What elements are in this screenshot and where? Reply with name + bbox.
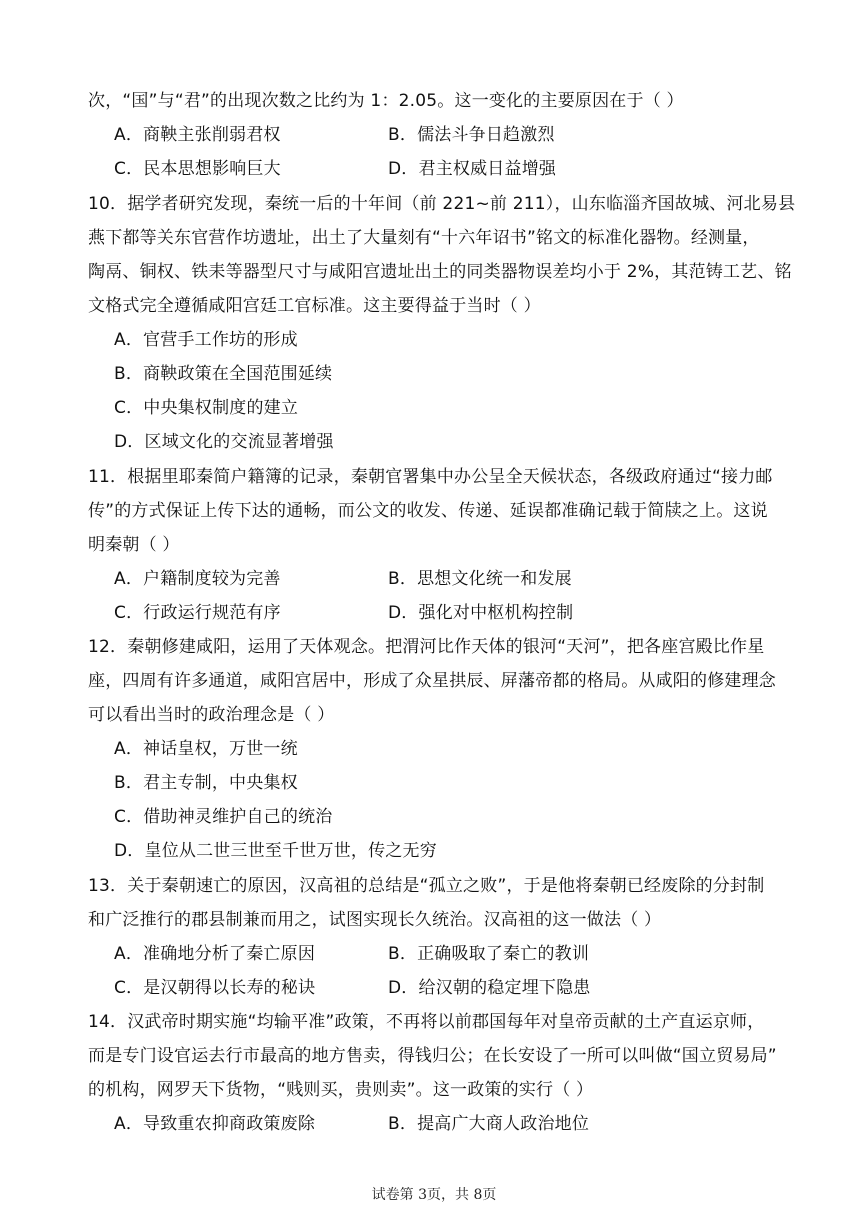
q14-option-b: B．提高广大商人政治地位	[388, 1114, 590, 1134]
q11-stem-line-1: 11．根据里耶秦简户籍簿的记录，秦朝官署集中办公呈全天候状态，各级政府通过“接力邮	[88, 467, 773, 487]
q11-option-d: D．强化对中枢机构控制	[388, 603, 574, 623]
q9-stem-line: 次，“国”与“君”的出现次数之比约为 1：2.05。这一变化的主要原因在于（ ）	[88, 91, 684, 111]
q13-stem-line-1: 13．关于秦朝速亡的原因，汉高祖的总结是“孤立之败”，于是他将秦朝已经废除的分封制	[88, 876, 765, 896]
q9-option-c: C．民本思想影响巨大	[114, 159, 281, 179]
q12-stem-line-2: 座，四周有许多通道，咸阳宫居中，形成了众星拱辰、屏藩帝都的格局。从咸阳的修建理念	[88, 671, 776, 691]
q14-stem-line-3: 的机构，网罗天下货物，“贱则买，贵则卖”。这一政策的实行（ ）	[88, 1080, 594, 1100]
q9-option-a: A．商鞅主张削弱君权	[114, 125, 281, 145]
q10-option-b: B．商鞅政策在全国范围延续	[114, 364, 333, 384]
q10-option-a: A．官营手工作坊的形成	[114, 330, 298, 350]
q10-stem-line-2: 燕下都等关东官营作坊遗址，出土了大量刻有“十六年诏书”铭文的标准化器物。经测量，	[88, 228, 760, 248]
q10-stem-line-1: 10．据学者研究发现，秦统一后的十年间（前 221~前 211），山东临淄齐国故城、河北易县	[88, 194, 796, 214]
q9-option-d: D．君主权威日益增强	[388, 159, 557, 179]
q10-stem-line-3: 陶鬲、铜权、铁耒等器型尺寸与咸阳宫遗址出土的同类器物误差均小于 2%，其范铸工艺、铭	[88, 262, 792, 282]
q11-stem-line-2: 传”的方式保证上传下达的通畅，而公文的收发、传递、延误都准确记载于简牍之上。这说	[88, 501, 768, 521]
q9-option-b: B．儒法斗争日趋激烈	[388, 125, 555, 145]
q14-option-a: A．导致重农抑商政策废除	[114, 1114, 316, 1134]
q14-stem-line-2: 而是专门设官运去行市最高的地方售卖，得钱归公；在长安设了一所可以叫做“国立贸易局”	[88, 1046, 777, 1066]
q10-option-c: C．中央集权制度的建立	[114, 398, 299, 418]
q12-option-c: C．借助神灵维护自己的统治	[114, 807, 333, 827]
q10-option-d: D．区域文化的交流显著增强	[114, 432, 334, 452]
q12-stem-line-1: 12．秦朝修建咸阳，运用了天体观念。把渭河比作天体的银河“天河”，把各座宫殿比作星	[88, 637, 765, 657]
q13-option-c: C．是汉朝得以长寿的秘诀	[114, 978, 316, 998]
q13-option-b: B．正确吸取了秦亡的教训	[388, 944, 590, 964]
q11-stem-line-3: 明秦朝（ ）	[88, 535, 180, 555]
page-footer: 试卷第 3页，共 8页	[371, 1187, 497, 1203]
q12-option-b: B．君主专制，中央集权	[114, 773, 298, 793]
q12-stem-line-3: 可以看出当时的政治理念是（ ）	[88, 705, 335, 725]
q11-option-b: B．思想文化统一和发展	[388, 569, 572, 589]
q13-option-d: D．给汉朝的稳定埋下隐患	[388, 978, 591, 998]
q12-option-d: D．皇位从二世三世至千世万世，传之无穷	[114, 841, 437, 861]
q12-option-a: A．神话皇权，万世一统	[114, 739, 298, 759]
q11-option-a: A．户籍制度较为完善	[114, 569, 281, 589]
q13-option-a: A．准确地分析了秦亡原因	[114, 944, 316, 964]
q11-option-c: C．行政运行规范有序	[114, 603, 281, 623]
q13-stem-line-2: 和广泛推行的郡县制兼而用之，试图实现长久统治。汉高祖的这一做法（ ）	[88, 910, 662, 930]
q10-stem-line-4: 文格式完全遵循咸阳宫廷工官标准。这主要得益于当时（ ）	[88, 296, 541, 316]
q14-stem-line-1: 14．汉武帝时期实施“均输平准”政策，不再将以前郡国每年对皇帝贡献的土产直运京师，	[88, 1012, 765, 1032]
